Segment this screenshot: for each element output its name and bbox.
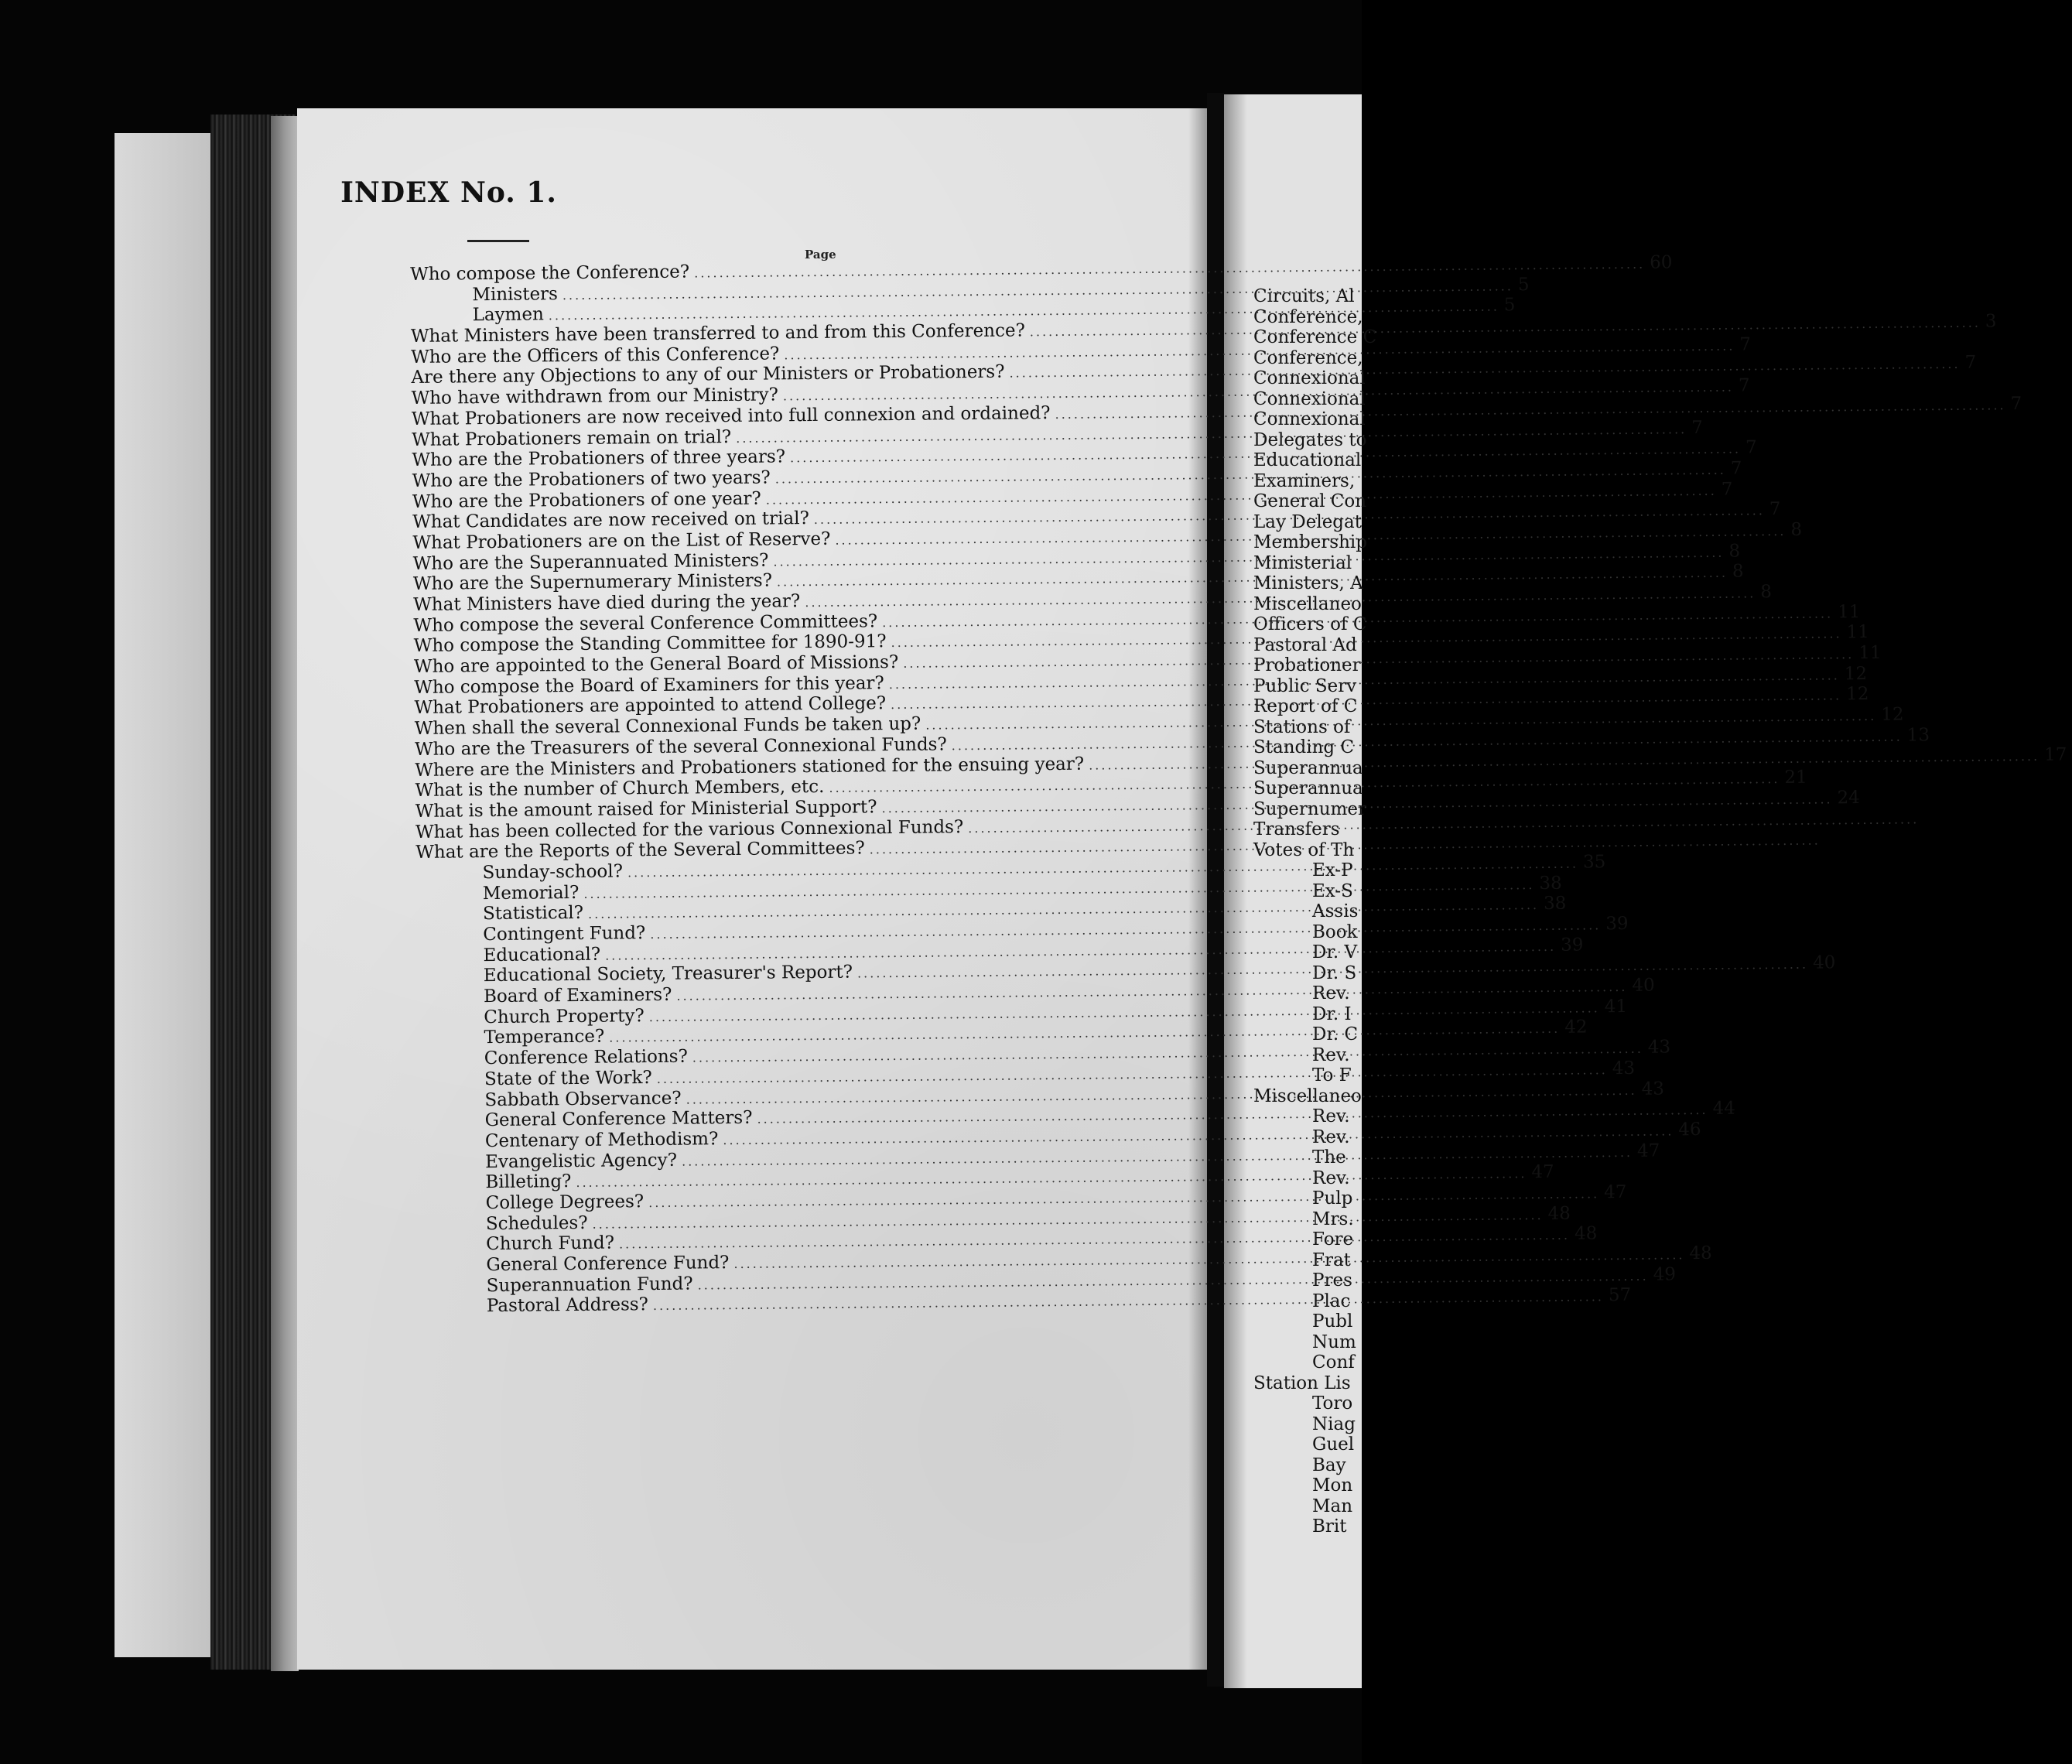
facing-page-row: Ex-S [1312, 880, 1353, 901]
index-entry-label: What has been collected for the various Connexional Funds? [415, 816, 964, 843]
facing-page-row: Supernumer [1253, 798, 1366, 819]
facing-page-row: Educational [1253, 450, 1362, 470]
index-entry-label: Memorial? [482, 882, 580, 904]
index-entry-page: 5 [1517, 274, 1530, 295]
index-entry-page: 3 [1985, 311, 1997, 332]
index-entry-page: 48 [1547, 1203, 1571, 1224]
index-entry-label: Who compose the Board of Examiners for this year? [414, 672, 884, 698]
facing-page-row: Rev. [1312, 1167, 1350, 1188]
index-entry-label: Laymen [472, 304, 544, 326]
index-entry-label: Are there any Objections to any of our Ministers or Probationers? [411, 362, 1005, 388]
index-entry-page: 5 [1503, 295, 1516, 316]
index-entry-page: 12 [1844, 663, 1868, 684]
index-entry-label: What are the Reports of the Several Committees? [415, 838, 865, 863]
index-entry-page: 39 [1561, 935, 1584, 956]
facing-page-row: Dr. S [1312, 962, 1357, 983]
index-entry-page: 44 [1712, 1098, 1735, 1120]
index-entry-label: Schedules? [485, 1212, 588, 1234]
page-column-header: Page [805, 248, 836, 262]
facing-page-row: Examiners, [1253, 470, 1356, 491]
index-entry-label: Who are appointed to the General Board of Missions? [413, 652, 899, 678]
index-entry-page: 48 [1574, 1223, 1598, 1244]
page-stack-highlight [271, 116, 299, 1671]
facing-page-row: Ministers, A [1253, 573, 1363, 593]
index-entry-page: 41 [1604, 996, 1628, 1017]
facing-page-row: Connexional [1253, 368, 1366, 388]
index-entry-page: 7 [1730, 458, 1742, 479]
facing-page-row: Station Lis [1253, 1373, 1351, 1393]
facing-page-row: Pulp [1312, 1188, 1353, 1208]
index-entry-page: 12 [1845, 684, 1869, 705]
index-entry-label: Where are the Ministers and Probationers stationed for the ensuing year? [415, 754, 1085, 781]
index-entry-page: 7 [1769, 499, 1781, 520]
index-entry-label: Who compose the several Conference Committees? [413, 610, 878, 636]
index-entry-label: General Conference Fund? [486, 1253, 730, 1276]
facing-page-row: Fore [1312, 1229, 1354, 1250]
facing-page-row: The [1312, 1147, 1346, 1167]
index-entry-label: Educational? [483, 944, 601, 966]
index-entry-page: 17 [2044, 744, 2067, 765]
index-entry-page: 7 [1964, 353, 1977, 374]
facing-page-row: Connexional [1253, 388, 1366, 409]
facing-page-row: Conference C [1253, 327, 1377, 347]
index-entry-page: 49 [1653, 1264, 1677, 1285]
index-entry-page: 8 [1790, 519, 1803, 540]
index-entry-page: 47 [1531, 1162, 1554, 1183]
index-entry-label: Who compose the Conference? [410, 262, 690, 285]
index-entry-label: Conference Relations? [484, 1046, 688, 1069]
index-entry-page: 8 [1728, 541, 1741, 562]
facing-page-row: Connexional [1253, 409, 1366, 429]
index-entry-page: 7 [1691, 417, 1703, 438]
facing-page-row: Assis [1312, 901, 1359, 921]
facing-page-row: Miscellaneo [1253, 593, 1362, 614]
facing-page-row: Rev. [1312, 1044, 1350, 1065]
index-entry-label: Who are the Probationers of three years? [412, 446, 786, 471]
index-entry-label: Educational Society, Treasurer's Report? [483, 962, 853, 986]
index-entry-label: Temperance? [484, 1027, 605, 1048]
index-entry-page: 40 [1632, 975, 1655, 996]
index-entry-label: What Candidates are now received on trial? [412, 508, 809, 533]
index-entry-page: 11 [1858, 642, 1882, 664]
index-entry-page: 39 [1605, 913, 1629, 935]
index-entry-page: 47 [1604, 1181, 1627, 1203]
index-entry-page: 42 [1564, 1017, 1588, 1038]
facing-page-row: Brit [1312, 1516, 1347, 1537]
index-entry-page: 11 [1838, 601, 1861, 622]
index-entry-label: Statistical? [482, 903, 584, 925]
index-entry-label: What Ministers have died during the year? [413, 591, 801, 615]
index-entry-label: Who are the Superannuated Ministers? [412, 550, 769, 574]
index-entry-label: Superannuation Fund? [486, 1273, 693, 1296]
facing-page-row: Ex-P [1312, 860, 1353, 880]
index-entry-label: What Probationers remain on trial? [412, 426, 732, 450]
facing-page-row: Book [1312, 921, 1358, 942]
facing-page-row: To F [1312, 1065, 1352, 1085]
facing-page-row: Dr. I [1312, 1003, 1352, 1024]
facing-page-row: Niag [1312, 1414, 1356, 1434]
facing-page-row: Conf [1312, 1352, 1355, 1373]
facing-page-row: Votes of Th [1253, 839, 1355, 860]
facing-page-row: Frat [1312, 1250, 1351, 1270]
facing-page-row: Miscellaneo [1253, 1085, 1362, 1106]
index-entry-page: 43 [1641, 1078, 1665, 1099]
facing-page-row: Plac [1312, 1291, 1351, 1311]
index-entry-label: Church Property? [484, 1005, 645, 1027]
index-entry-page: 7 [1745, 437, 1757, 458]
facing-page-row: Lay Delegat [1253, 511, 1362, 532]
index-entry-label: Who are the Probationers of one year? [412, 488, 761, 512]
index-entry-label: Board of Examiners? [483, 984, 672, 1007]
index-entry-label: Who are the Probationers of two years? [412, 467, 771, 491]
index-entry-page: 57 [1608, 1285, 1632, 1306]
index-entry-label: Who are the Officers of this Conference? [411, 344, 780, 368]
facing-page-row: Pastoral Ad [1253, 634, 1357, 655]
facing-page-row: Stations of [1253, 716, 1351, 737]
index-entry-label: Billeting? [485, 1171, 572, 1193]
index-entry-page: 13 [1906, 724, 1930, 746]
facing-page-row: Man [1312, 1496, 1353, 1516]
index-entry-label: Church Fund? [486, 1232, 615, 1255]
index-entry-label: Who are the Supernumerary Ministers? [412, 570, 773, 595]
facing-page-row: Conference, [1253, 306, 1363, 327]
index-entry-page: 7 [1721, 479, 1733, 500]
index-entry-label: Contingent Fund? [483, 923, 646, 945]
facing-page-row: Superannua [1253, 778, 1363, 798]
facing-page-row: Guel [1312, 1434, 1355, 1455]
index-entry-label: Centenary of Methodism? [484, 1129, 719, 1151]
facing-page-row: Circuits, Al [1253, 286, 1355, 306]
index-entry-page: 11 [1846, 622, 1870, 643]
facing-page-row: Pres [1312, 1270, 1352, 1291]
facing-page-row: Num [1312, 1332, 1356, 1352]
facing-page-row: Conference, [1253, 347, 1363, 368]
facing-page-row: Mon [1312, 1475, 1353, 1496]
index-entry-label: Who compose the Standing Committee for 1890-91? [413, 631, 887, 657]
index-entry-label: Ministers [472, 283, 559, 305]
index-entry-label: Who are the Treasurers of the several Connexional Funds? [414, 734, 947, 760]
index-entry-label: Sabbath Observance? [484, 1088, 682, 1110]
index-entry-label: College Degrees? [485, 1191, 645, 1214]
facing-page-row: Transfers [1253, 819, 1340, 839]
index-entry-page: 8 [1732, 561, 1744, 582]
index-entry-page: 43 [1612, 1058, 1636, 1079]
facing-page-row: Rev. [1312, 983, 1350, 1003]
index-entry-page: 8 [1760, 582, 1773, 603]
index-entry-label: State of the Work? [484, 1067, 652, 1089]
index-entry-page: 7 [1739, 334, 1752, 355]
facing-page-row: Report of C [1253, 696, 1358, 716]
index-entry-page: 24 [1837, 787, 1860, 808]
index-entry-page: 12 [1881, 704, 1904, 725]
facing-page-row: Superannua [1253, 757, 1363, 778]
index-entry-label: When shall the several Connexional Funds be taken up? [414, 713, 921, 740]
facing-page-row: Bay [1312, 1455, 1346, 1475]
index-entry-label: What Probationers are now received into full connexion and ordained? [411, 402, 1051, 429]
index-entry-label: Sunday-school? [482, 861, 624, 884]
index-entry-page: 21 [1784, 767, 1807, 788]
facing-page-row: Dr. C [1312, 1024, 1359, 1044]
index-entry-page: 48 [1689, 1243, 1712, 1264]
index-entry-label: General Conference Matters? [484, 1107, 753, 1131]
index-entry-page: 40 [1812, 952, 1836, 974]
index-entry-label: What is the amount raised for Ministerial Support? [415, 797, 877, 822]
index-entry-page: 43 [1647, 1037, 1671, 1058]
facing-page-row: Ministerial [1253, 552, 1352, 573]
index-entry-label: Who have withdrawn from our Ministry? [411, 385, 779, 409]
index-entry-page: 7 [1738, 375, 1750, 396]
facing-page-row: Dr. V [1312, 942, 1358, 962]
facing-page-row: General Con [1253, 491, 1367, 511]
index-entry-page: 46 [1678, 1119, 1701, 1140]
facing-page-row: Standing C [1253, 737, 1355, 757]
index-entry-page: 60 [1650, 252, 1673, 273]
index-entry-label: Evangelistic Agency? [485, 1150, 678, 1172]
index-entry-page: 38 [1543, 894, 1567, 914]
facing-page-row: Membership [1253, 532, 1367, 552]
index-entry-page: 47 [1636, 1140, 1660, 1161]
facing-page-row: Rev. [1312, 1126, 1350, 1147]
index-entry-page: 38 [1539, 873, 1562, 894]
facing-page-row: Officers of C [1253, 614, 1367, 634]
facing-page-row: Mrs. [1312, 1208, 1354, 1229]
facing-page-row: Publ [1312, 1311, 1353, 1332]
facing-page-row: Rev. [1312, 1106, 1350, 1126]
facing-page-row: Toro [1312, 1393, 1353, 1414]
index-entry-label: What Probationers are appointed to attend College? [414, 693, 887, 719]
index-entry-page: 7 [2010, 393, 2022, 414]
facing-page-row: Delegates to [1253, 429, 1367, 450]
facing-page-row: Probationer [1253, 655, 1361, 675]
title-rule [467, 240, 529, 242]
facing-page-row: Public Serv [1253, 675, 1357, 696]
index-title: INDEX No. 1. [340, 176, 557, 209]
index-entry-label: What Probationers are on the List of Reserve? [412, 528, 831, 553]
index-entry-page: 35 [1582, 852, 1606, 873]
index-entry-label: What Ministers have been transferred to and from this Conference? [410, 320, 1025, 347]
index-entry-label: Pastoral Address? [486, 1294, 649, 1317]
index-entry-label: What is the number of Church Members, etc. [415, 777, 825, 802]
